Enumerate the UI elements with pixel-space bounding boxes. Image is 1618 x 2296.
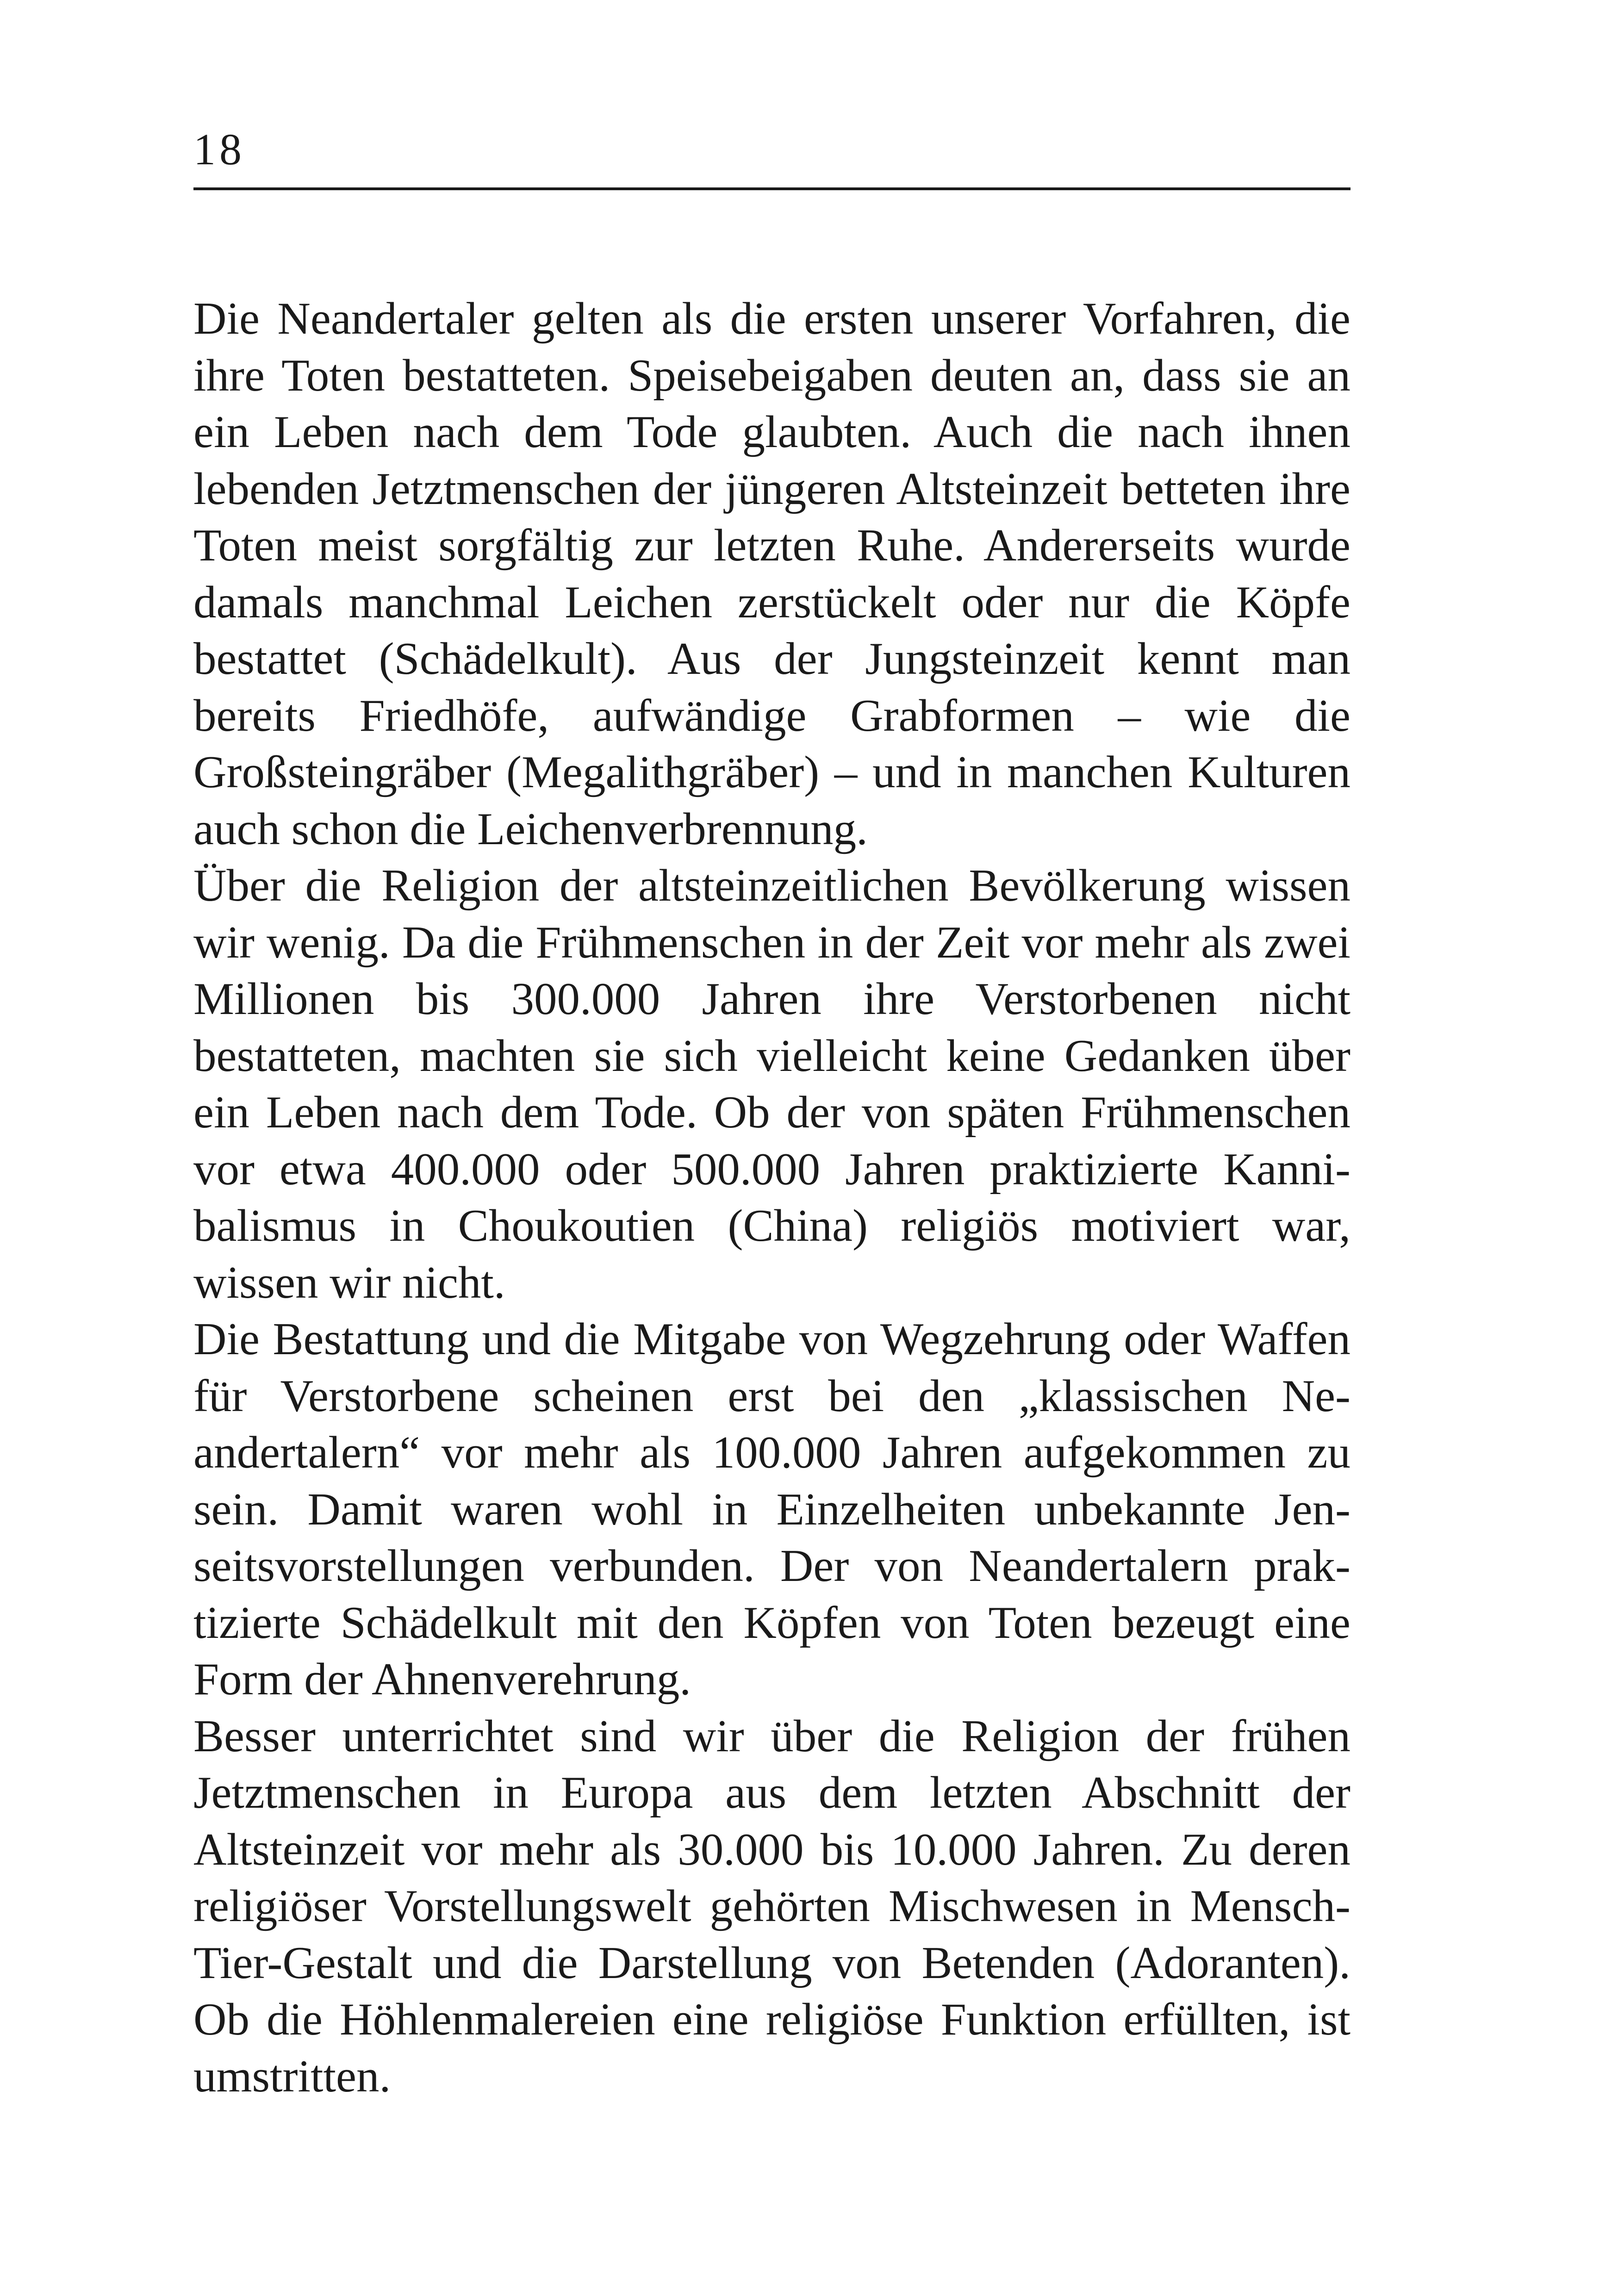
body-text <box>193 291 1350 2105</box>
header-rule <box>193 187 1350 190</box>
paragraph-paleolithic-religion: Über die Religion der altsteinzeitlichen Bevölkerung wissen wir wenig. Da die Frühmenschen in der Zeit vor mehr als zwei Millionen bis 300.000 Jahren ihre Verstorbenen nicht bestatteten, machten sie sich vielleicht keine Gedanken über ein Leben nach dem Tode. Ob der von späten Frühmenschen vor etwa 400.000 oder 500.000 Jahren praktizierte Kannibalismus in Choukoutien (China) religiös motiviert war, wissen wir nicht. <box>193 860 1350 1308</box>
paragraph-burial-customs: Die Neandertaler gelten als die ersten unserer Vorfahren, die ihre Toten bestatteten. Speisebeigaben deuten an, dass sie an ein Leben nach dem Tode glaubten. Auch die nach ihnen lebenden Jetztmenschen der jüngeren Altsteinzeit betteten ihre Toten meist sorgfältig zur letzten Ruhe. Andererseits wurde damals manchmal Leichen zerstückelt oder nur die Köpfe bestattet (Schädelkult). Aus der Jungsteinzeit kennt man bereits Friedhöfe, aufwändige Grabformen – wie die Großsteingräber (Megalithgräber) – und in manchen Kulturen auch schon die Leichenverbrennung. <box>193 293 1350 854</box>
paragraph-modern-humans-religion: Besser unterrichtet sind wir über die Religion der frühen Jetztmenschen in Europa aus dem letzten Abschnitt der Altsteinzeit vor mehr als 30.000 bis 10.000 Jahren. Zu deren religiöser Vorstellungswelt gehörten Mischwesen in Mensch-Tier-Gestalt und die Darstellung von Betenden (Adoranten). Ob die Höhlenmalereien eine religiöse Funktion erfüllten, ist umstritten. <box>193 1711 1350 2102</box>
page-number: 18 <box>193 124 245 174</box>
paragraph-neanderthal-burial: Die Bestattung und die Mitgabe von Wegzehrung oder Waffen für Verstorbene scheinen erst bei den „klassischen Neandertalern“ vor mehr als 100.000 Jahren aufgekommen zu sein. Damit waren wohl in Einzelheiten unbekannte Jenseitsvorstellungen verbunden. Der von Neandertalern praktizierte Schädelkult mit den Köpfen von Toten bezeugt eine Form der Ahnenverehrung. <box>193 1314 1350 1705</box>
